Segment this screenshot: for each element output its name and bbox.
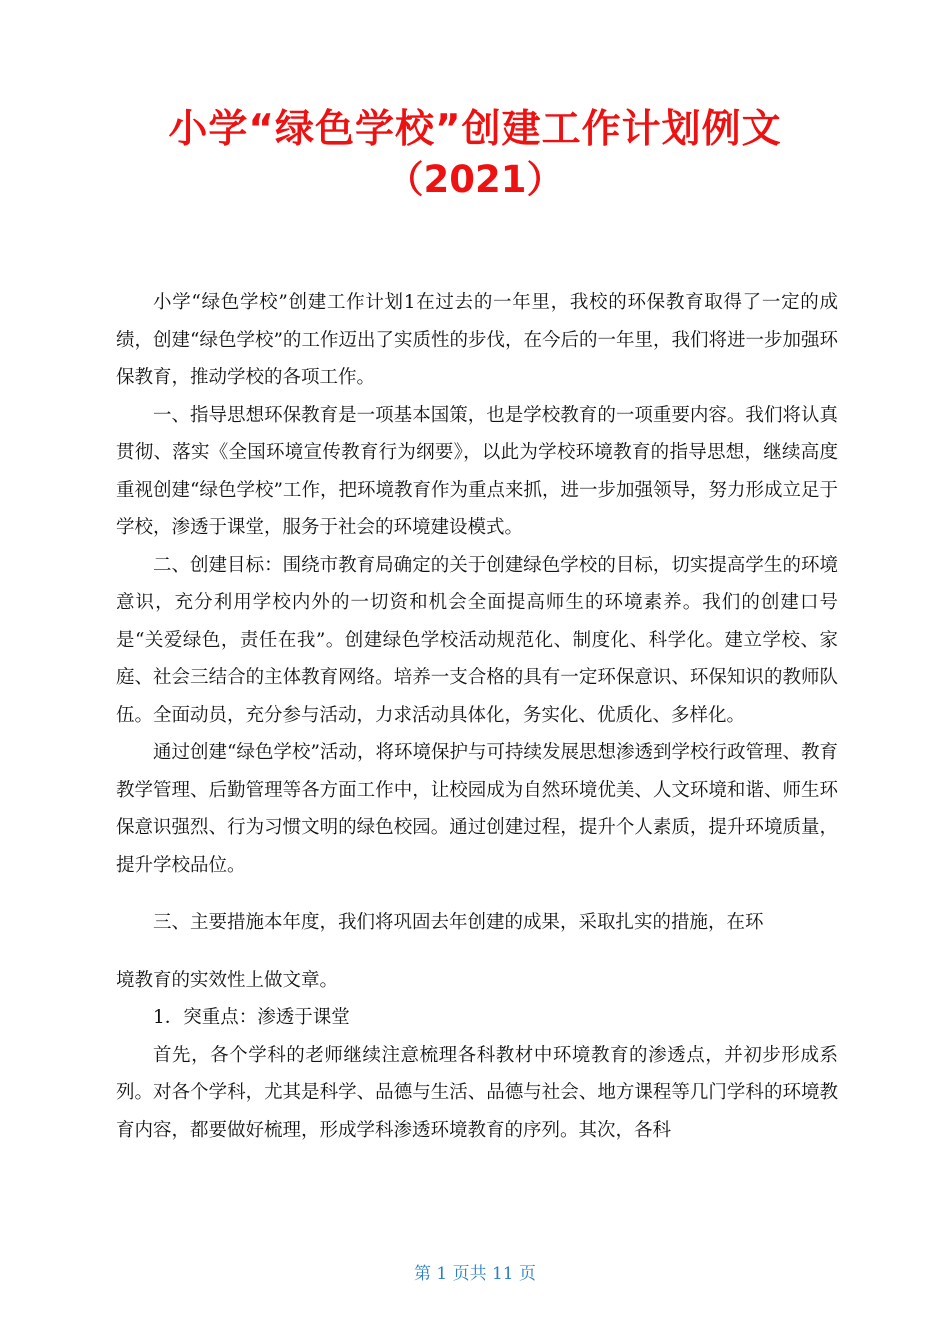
paragraph-goals: 二、创建目标：围绕市教育局确定的关于创建绿色学校的目标，切实提高学生的环境意识，充分利用学校内外的一切资和机会全面提高师生的环境素养。我们的创建口号是“关爱绿色，责任在我”。创建绿色学校活动规范化、制度化、科学化。建立学校、家庭、社会三结合的主体教育网络。培养一支合格的具有一定环保意识、环保知识的教师队伍。全面动员，充分参与活动，力求活动具体化，务实化、优质化、多样化。 (116, 554, 838, 726)
paragraph-subheading-1: 1．突重点：渗透于课堂 (153, 1007, 350, 1028)
document-title: 小学“绿色学校”创建工作计划例文 (168, 107, 782, 152)
document-title-year: （2021） (386, 158, 564, 201)
paragraph-intro: 小学“绿色学校”创建工作计划1在过去的一年里，我校的环保教育取得了一定的成绩，创建“绿色学校”的工作迈出了实质性的步伐，在今后的一年里，我们将进一步加强环保教育，推动学校的各项工作。 (116, 292, 838, 388)
paragraph-measures-cont: 境教育的实效性上做文章。 (116, 969, 339, 991)
paragraph-curriculum: 首先，各个学科的老师继续注意梳理各科教材中环境教育的渗透点，并初步形成系列。对各个学科，尤其是科学、品德与生活、品德与社会、地方课程等几门学科的环境教育内容，都要做好梳理，形成学科渗透环境教育的序列。其次，各科 (116, 1044, 838, 1141)
document-body (116, 284, 838, 1149)
paragraph-measures: 三、主要措施本年度，我们将巩固去年创建的成果，采取扎实的措施，在环 (153, 912, 764, 933)
paragraph-activities: 通过创建“绿色学校”活动，将环境保护与可持续发展思想渗透到学校行政管理、教育教学管理、后勤管理等各方面工作中，让校园成为自然环境优美、人文环境和谐、师生环保意识强烈、行为习惯文明的绿色校园。通过创建过程，提升个人素质，提升环境质量，提升学校品位。 (116, 742, 838, 876)
paragraph-guiding-ideology: 一、指导思想环保教育是一项基本国策，也是学校教育的一项重要内容。我们将认真贯彻、落实《全国环境宣传教育行为纲要》，以此为学校环境教育的指导思想，继续高度重视创建“绿色学校”工作，把环境教育作为重点来抓，进一步加强领导，努力形成立足于学校，渗透于课堂，服务于社会的环境建设模式。 (116, 404, 838, 538)
page-number: 第 1 页共 11 页 (413, 1264, 537, 1284)
